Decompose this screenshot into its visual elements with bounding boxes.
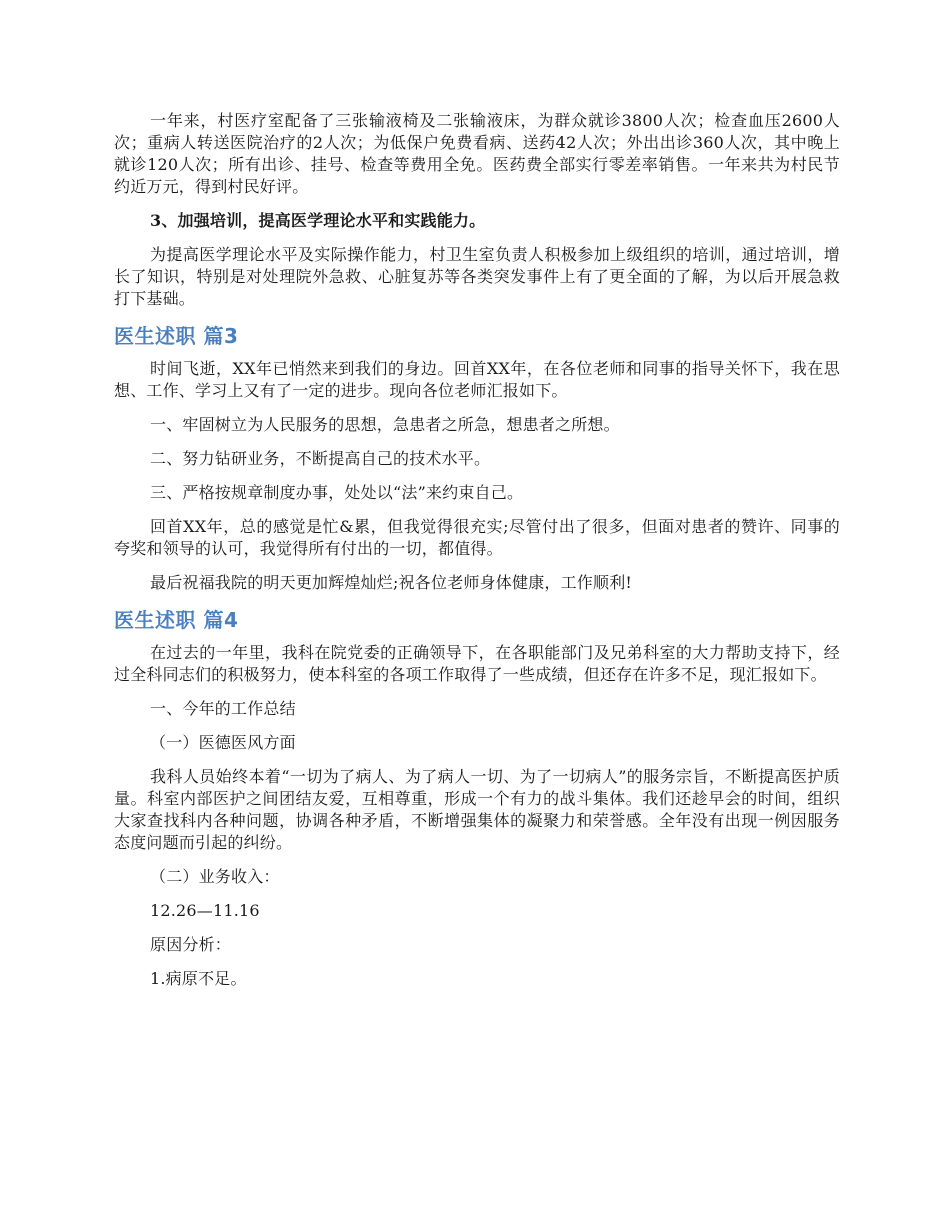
paragraph: 1.病原不足。: [150, 969, 247, 988]
numbered-subheading: [114, 210, 840, 232]
paragraph: 最后祝福我院的明天更加辉煌灿烂;祝各位老师身体健康，工作顺利!: [150, 573, 633, 592]
document-page: [114, 110, 840, 1002]
paragraph: （一）医德医风方面: [150, 733, 296, 752]
subheading-text: 3、加强培训，提高医学理论水平和实践能力。: [150, 211, 486, 230]
paragraph: 一、牢固树立为人民服务的思想，急患者之所急，想患者之所想。: [150, 415, 620, 434]
paragraph: （二）业务收入：: [150, 867, 280, 886]
paragraph: 在过去的一年里，我科在院党委的正确领导下，在各职能部门及兄弟科室的大力帮助支持下，经过全科同志们的积极努力，使本科室的各项工作取得了一些成绩，但还存在许多不足，现汇报如下。: [114, 643, 840, 684]
paragraph: 三、严格按规章制度办事，处处以“法”来约束自己。: [150, 483, 524, 502]
paragraph: 时间飞逝，XX年已悄然来到我们的身边。回首XX年，在各位老师和同事的指导关怀下，我在思想、工作、学习上又有了一定的进步。现向各位老师汇报如下。: [114, 359, 840, 400]
paragraph: 为提高医学理论水平及实际操作能力，村卫生室负责人积极参加上级组织的培训，通过培训，增长了知识，特别是对处理院外急救、心脏复苏等各类突发事件上有了更全面的了解，为以后开展急救打下基础。: [114, 245, 840, 308]
paragraph: 回首XX年，总的感觉是忙&累，但我觉得很充实;尽管付出了很多，但面对患者的赞许、同事的夸奖和领导的认可，我觉得所有付出的一切，都值得。: [114, 517, 840, 558]
paragraph: 12.26—11.16: [150, 901, 260, 920]
section-heading-3: 医生述职 篇3: [114, 324, 239, 348]
paragraph: 原因分析：: [150, 935, 232, 954]
paragraph: 我科人员始终本着“一切为了病人、为了病人一切、为了一切病人”的服务宗旨，不断提高医护质量。科室内部医护之间团结友爱，互相尊重，形成一个有力的战斗集体。我们还趁早会的时间，组织大家查找科内各种问题，协调各种矛盾，不断增强集体的凝聚力和荣誉感。全年没有出现一例因服务态度问题而引起的纠纷。: [114, 767, 840, 852]
paragraph: 二、努力钻研业务，不断提高自己的技术水平。: [150, 449, 491, 468]
section-heading-4: 医生述职 篇4: [114, 608, 239, 632]
paragraph: 一、今年的工作总结: [150, 699, 296, 718]
paragraph: 一年来，村医疗室配备了三张输液椅及二张输液床，为群众就诊3800人次；检查血压2600人次；重病人转送医院治疗的2人次；为低保户免费看病、送药42人次；外出出诊360人次，其中晚上就诊120人次；所有出诊、挂号、检查等费用全免。医药费全部实行零差率销售。一年来共为村民节约近万元，得到村民好评。: [114, 111, 840, 196]
